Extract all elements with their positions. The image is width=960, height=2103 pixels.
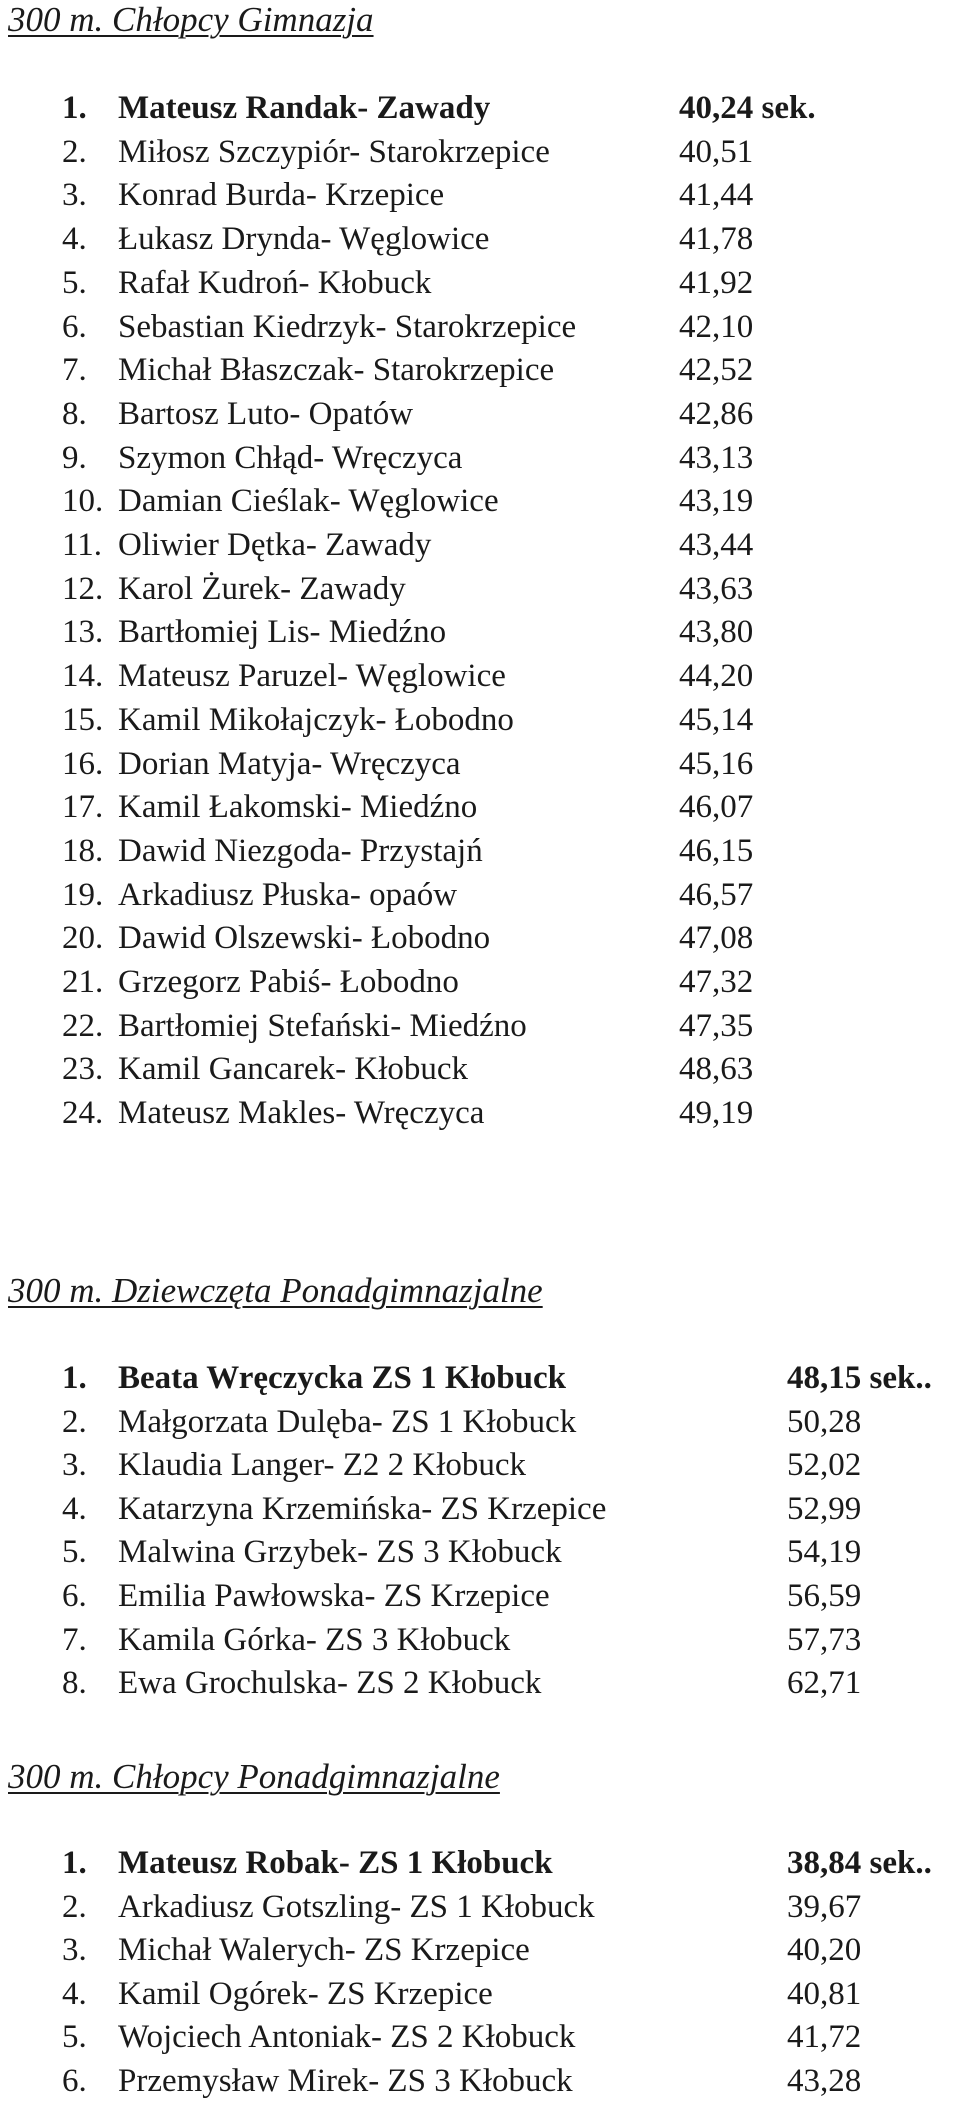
place-number: 6.: [62, 308, 87, 345]
athlete-name: Malwina Grzybek- ZS 3 Kłobuck: [118, 1534, 562, 1571]
place-number: 17.: [62, 789, 104, 826]
section-title: 300 m. Dziewczęta Ponadgimnazjalne: [8, 1271, 543, 1310]
result-time: 40,81: [787, 1975, 862, 2012]
place-number: 16.: [62, 745, 104, 782]
place-number: 5.: [62, 264, 87, 301]
athlete-name: Miłosz Szczypiór- Starokrzepice: [118, 133, 550, 170]
place-number: 20.: [62, 920, 104, 957]
athlete-name: Bartłomiej Stefański- Miedźno: [118, 1007, 527, 1044]
result-row: [0, 831, 960, 871]
place-number: 9.: [62, 439, 87, 476]
section-title: 300 m. Chłopcy Ponadgimnazjalne: [8, 1757, 500, 1796]
athlete-name: Przemysław Mirek- ZS 3 Kłobuck: [118, 2063, 573, 2099]
result-row: [0, 1843, 960, 1883]
athlete-name: Dawid Olszewski- Łobodno: [118, 920, 491, 957]
place-number: 2.: [62, 1888, 87, 1925]
result-row: [0, 1887, 960, 1927]
athlete-name: Wojciech Antoniak- ZS 2 Kłobuck: [118, 2019, 576, 2056]
place-number: 8.: [62, 395, 87, 432]
athlete-name: Kamil Gancarek- Kłobuck: [118, 1051, 469, 1088]
place-number: 1.: [62, 1360, 87, 1396]
result-time: 43,63: [679, 570, 754, 607]
result-row: [0, 88, 960, 128]
athlete-name: Sebastian Kiedrzyk- Starokrzepice: [118, 308, 577, 345]
result-time: 47,32: [679, 964, 754, 1000]
result-row: [0, 700, 960, 740]
athlete-name: Bartosz Luto- Opatów: [118, 395, 414, 432]
result-time: 42,10: [679, 308, 754, 345]
result-time: 57,73: [787, 1621, 862, 1658]
result-row: [0, 175, 960, 215]
result-time: 40,51: [679, 133, 754, 170]
place-number: 4.: [62, 1975, 87, 2012]
result-time: 47,35: [679, 1007, 754, 1044]
result-row: [0, 1532, 960, 1572]
place-number: 2.: [62, 1403, 87, 1440]
athlete-name: Bartłomiej Lis- Miedźno: [118, 614, 447, 651]
result-time: 39,67: [787, 1888, 862, 1925]
result-time: 48,63: [679, 1051, 754, 1088]
result-row: [0, 1093, 960, 1133]
result-row: [0, 438, 960, 478]
athlete-name: Emilia Pawłowska- ZS Krzepice: [118, 1578, 550, 1614]
athlete-name: Damian Cieślak- Węglowice: [118, 483, 499, 520]
result-row: [0, 656, 960, 696]
place-number: 23.: [62, 1051, 104, 1088]
place-number: 5.: [62, 2019, 87, 2056]
result-row: [0, 1576, 960, 1616]
result-time: 50,28: [787, 1403, 862, 1440]
result-row: [0, 1006, 960, 1046]
result-time: 43,44: [679, 527, 754, 563]
result-time: 38,84 sek..: [787, 1845, 932, 1881]
result-row: [0, 350, 960, 390]
athlete-name: Łukasz Drynda- Węglowice: [118, 221, 490, 258]
place-number: 12.: [62, 570, 104, 607]
athlete-name: Kamila Górka- ZS 3 Kłobuck: [118, 1621, 511, 1658]
result-row: [0, 481, 960, 521]
athlete-name: Michał Walerych- ZS Krzepice: [118, 1932, 530, 1969]
athlete-name: Mateusz Paruzel- Węglowice: [118, 658, 506, 695]
result-row: [0, 918, 960, 958]
place-number: 13.: [62, 614, 104, 651]
place-number: 22.: [62, 1007, 104, 1044]
athlete-name: Klaudia Langer- Z2 2 Kłobuck: [118, 1447, 527, 1484]
place-number: 14.: [62, 658, 104, 695]
result-time: 52,02: [787, 1447, 862, 1484]
result-row: [0, 962, 960, 1002]
place-number: 1.: [62, 1845, 87, 1881]
athlete-name: Mateusz Randak- Zawady: [118, 90, 491, 126]
athlete-name: Beata Wręczycka ZS 1 Kłobuck: [118, 1360, 566, 1396]
place-number: 5.: [62, 1534, 87, 1571]
result-time: 49,19: [679, 1095, 754, 1132]
result-time: 44,20: [679, 658, 754, 695]
result-row: [0, 1663, 960, 1703]
place-number: 2.: [62, 133, 87, 170]
result-time: 43,19: [679, 483, 754, 520]
athlete-name: Arkadiusz Gotszling- ZS 1 Kłobuck: [118, 1888, 595, 1925]
place-number: 7.: [62, 352, 87, 389]
athlete-name: Rafał Kudroń- Kłobuck: [118, 264, 432, 301]
result-time: 42,86: [679, 395, 754, 432]
result-row: [0, 1049, 960, 1089]
place-number: 21.: [62, 964, 104, 1000]
result-time: 43,28: [787, 2063, 862, 2099]
athlete-name: Mateusz Makles- Wręczyca: [118, 1095, 485, 1132]
result-row: [0, 263, 960, 303]
place-number: 4.: [62, 221, 87, 258]
result-time: 40,20: [787, 1932, 862, 1969]
place-number: 10.: [62, 483, 104, 520]
athlete-name: Kamil Łakomski- Miedźno: [118, 789, 478, 826]
place-number: 3.: [62, 1447, 87, 1484]
result-time: 45,14: [679, 701, 754, 738]
athlete-name: Szymon Chłąd- Wręczyca: [118, 439, 463, 476]
athlete-name: Oliwier Dętka- Zawady: [118, 527, 432, 563]
athlete-name: Karol Żurek- Zawady: [118, 570, 406, 607]
result-time: 48,15 sek..: [787, 1360, 932, 1396]
place-number: 6.: [62, 2063, 87, 2099]
athlete-name: Kamil Mikołajczyk- Łobodno: [118, 701, 514, 738]
place-number: 18.: [62, 832, 104, 869]
result-row: [0, 787, 960, 827]
result-row: [0, 612, 960, 652]
athlete-name: Michał Błaszczak- Starokrzepice: [118, 352, 555, 389]
result-row: [0, 1489, 960, 1529]
result-row: [0, 307, 960, 347]
result-row: [0, 1402, 960, 1442]
result-time: 46,15: [679, 832, 754, 869]
result-time: 41,44: [679, 177, 754, 214]
result-row: [0, 1930, 960, 1970]
result-time: 41,72: [787, 2019, 862, 2056]
result-time: 56,59: [787, 1578, 862, 1614]
result-time: 47,08: [679, 920, 754, 957]
place-number: 15.: [62, 701, 104, 738]
result-row: [0, 1445, 960, 1485]
athlete-name: Mateusz Robak- ZS 1 Kłobuck: [118, 1845, 553, 1881]
result-time: 62,71: [787, 1665, 862, 1702]
place-number: 3.: [62, 1932, 87, 1969]
result-time: 46,07: [679, 789, 754, 826]
result-time: 46,57: [679, 876, 754, 913]
result-row: [0, 744, 960, 784]
place-number: 8.: [62, 1665, 87, 1702]
result-row: [0, 219, 960, 259]
athlete-name: Dawid Niezgoda- Przystajń: [118, 832, 483, 869]
result-time: 42,52: [679, 352, 754, 389]
result-time: 43,13: [679, 439, 754, 476]
athlete-name: Arkadiusz Płuska- opaów: [118, 876, 458, 913]
place-number: 1.: [62, 90, 87, 126]
place-number: 3.: [62, 177, 87, 214]
place-number: 11.: [62, 527, 103, 563]
result-row: [0, 1620, 960, 1660]
result-row: [0, 2061, 960, 2101]
athlete-name: Małgorzata Dulęba- ZS 1 Kłobuck: [118, 1403, 577, 1440]
place-number: 24.: [62, 1095, 104, 1132]
result-row: [0, 132, 960, 172]
athlete-name: Konrad Burda- Krzepice: [118, 177, 445, 214]
result-time: 52,99: [787, 1490, 862, 1527]
athlete-name: Kamil Ogórek- ZS Krzepice: [118, 1975, 493, 2012]
result-row: [0, 525, 960, 565]
result-time: 45,16: [679, 745, 754, 782]
athlete-name: Katarzyna Krzemińska- ZS Krzepice: [118, 1490, 607, 1527]
result-row: [0, 569, 960, 609]
result-time: 54,19: [787, 1534, 862, 1571]
place-number: 19.: [62, 876, 104, 913]
result-time: 41,92: [679, 264, 754, 301]
athlete-name: Dorian Matyja- Wręczyca: [118, 745, 461, 782]
result-row: [0, 2017, 960, 2057]
result-row: [0, 394, 960, 434]
result-row: [0, 1974, 960, 2014]
section-title: 300 m. Chłopcy Gimnazja: [8, 0, 374, 39]
result-time: 41,78: [679, 221, 754, 258]
result-row: [0, 1358, 960, 1398]
place-number: 6.: [62, 1578, 87, 1614]
result-time: 40,24 sek.: [679, 90, 816, 126]
place-number: 4.: [62, 1490, 87, 1527]
result-row: [0, 875, 960, 915]
athlete-name: Grzegorz Pabiś- Łobodno: [118, 964, 459, 1000]
athlete-name: Ewa Grochulska- ZS 2 Kłobuck: [118, 1665, 542, 1702]
place-number: 7.: [62, 1621, 87, 1658]
result-time: 43,80: [679, 614, 754, 651]
